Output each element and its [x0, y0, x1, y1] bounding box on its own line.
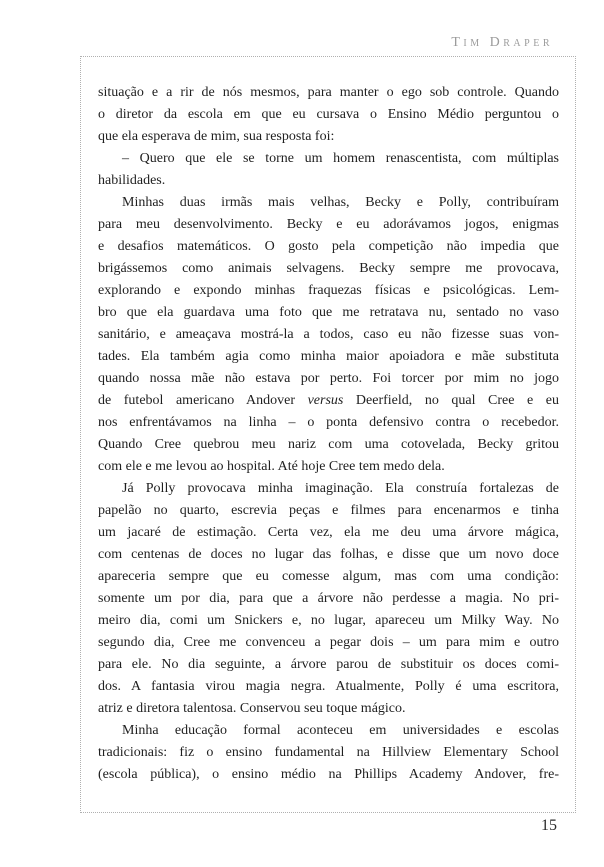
text-line-27: para ele. No dia seguinte, a árvore parou de substituir os doces comi-	[98, 657, 559, 672]
text-line-8: e desafios matemáticos. O gosto pela competição não impedia que	[98, 239, 559, 254]
text-line-4: – Quero que ele se torne um homem renascentista, com múltiplas	[122, 151, 559, 166]
text-line-22: com centenas de doces no lugar das folhas, e disse que um novo doce	[98, 547, 559, 562]
text-line-23: apareceria sempre que eu comesse algum, mas com uma condição:	[98, 569, 559, 584]
page-number: 15	[541, 817, 557, 834]
text-frame	[80, 56, 576, 813]
text-line-14: quando nossa mãe não estava por perto. Foi torcer por mim no jogo	[98, 371, 559, 386]
text-line-11: bro que ela guardava uma foto que me retratava nu, sentado no vaso	[98, 305, 559, 320]
text-line-10: explorando e expondo minhas fraquezas físicas e psicológicas. Lem-	[98, 283, 559, 298]
text-line-16: nos enfrentávamos na linha – o ponta defensivo contra o recebedor.	[98, 415, 559, 430]
text-line-12: sanitário, e ameaçava mostrá-la a todos, caso eu não fizesse suas von-	[98, 327, 559, 342]
text-line-28: dos. A fantasia virou magia negra. Atualmente, Polly é uma escritora,	[98, 679, 559, 694]
text-line-7: para meu desenvolvimento. Becky e eu adorávamos jogos, enigmas	[98, 217, 559, 232]
text-line-1: situação e a rir de nós mesmos, para manter o ego sob controle. Quando	[98, 85, 559, 100]
text-line-2: o diretor da escola em que eu cursava o Ensino Médio perguntou o	[98, 107, 559, 122]
text-line-5: habilidades.	[98, 173, 166, 188]
text-line-20: papelão no quarto, escrevia peças e filmes para encenarmos e tinha	[98, 503, 559, 518]
text-line-30: Minha educação formal aconteceu em universidades e escolas	[122, 723, 559, 738]
text-line-13: tades. Ela também agia como minha maior apoiadora e mãe substituta	[98, 349, 559, 364]
text-line-15: de futebol americano Andover versus Deerfield, no qual Cree e eu	[98, 393, 559, 408]
text-line-31: tradicionais: fiz o ensino fundamental na Hillview Elementary School	[98, 745, 559, 760]
text-line-26: segundo dia, Cree me convenceu a pegar dois – um para mim e outro	[98, 635, 559, 650]
text-line-18: com ele e me levou ao hospital. Até hoje Cree tem medo dela.	[98, 459, 445, 474]
text-line-32: (escola pública), o ensino médio na Phillips Academy Andover, fre-	[98, 767, 559, 782]
text-line-24: somente um por dia, para que a árvore não perdesse a magia. No pri-	[98, 591, 559, 606]
text-line-25: meiro dia, comi um Snickers e, no lugar, apareceu um Milky Way. No	[98, 613, 559, 628]
running-header-author: Tim Draper	[451, 35, 553, 50]
text-line-29: atriz e diretora talentosa. Conservou seu toque mágico.	[98, 701, 406, 716]
text-line-9: brigássemos como animais selvagens. Becky sempre me provocava,	[98, 261, 559, 276]
text-line-6: Minhas duas irmãs mais velhas, Becky e Polly, contribuíram	[122, 195, 559, 210]
text-line-21: um jacaré de estimação. Certa vez, ela me deu uma árvore mágica,	[98, 525, 559, 540]
text-line-17: Quando Cree quebrou meu nariz com uma cotovelada, Becky gritou	[98, 437, 559, 452]
text-line-3: que ela esperava de mim, sua resposta foi:	[98, 129, 335, 144]
text-line-19: Já Polly provocava minha imaginação. Ela construía fortalezas de	[122, 481, 559, 496]
